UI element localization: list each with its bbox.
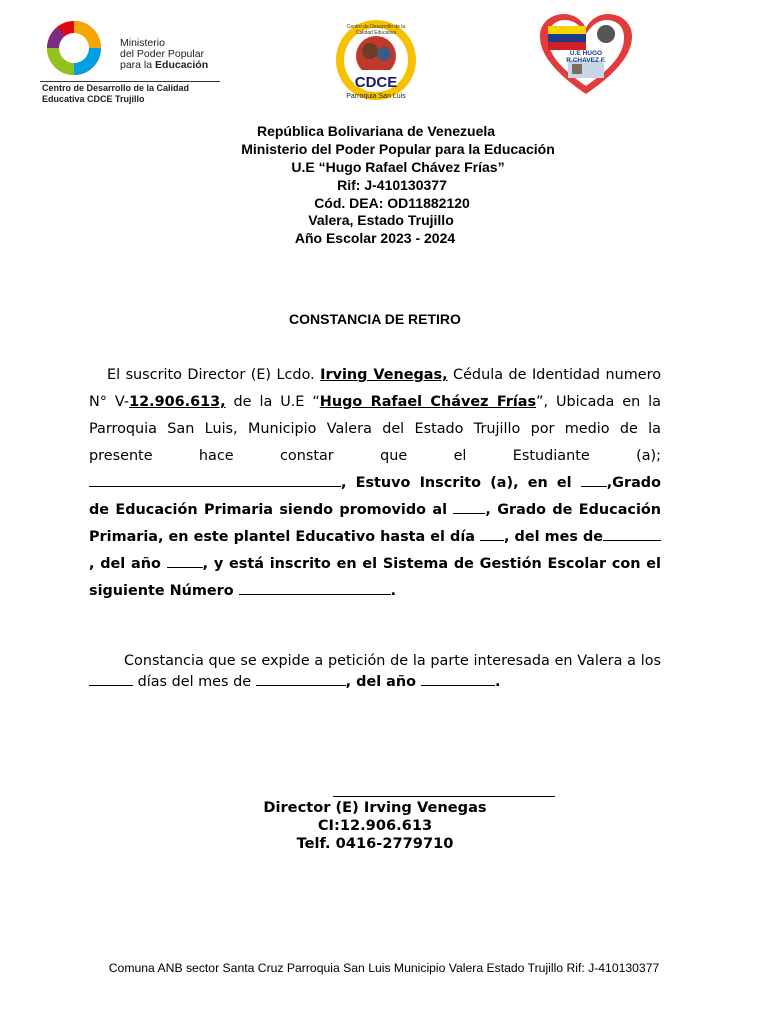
ministerio-sub2: Educativa CDCE Trujillo xyxy=(42,93,145,104)
body-text: Cédula de Identidad numero N° V- xyxy=(89,367,662,410)
cdce-acronym: CDCE xyxy=(354,74,398,91)
cdce-logo xyxy=(330,18,422,104)
ue-banner: U.E HUGO R.CHAVEZ F. xyxy=(566,50,606,64)
body-text: , Estuvo Inscrito (a), en el xyxy=(341,475,581,491)
cdce-arc-text: Centro de Desarrollo de la Calidad Educativa xyxy=(346,24,406,36)
ministerio-sub1: Centro de Desarrollo de la Calidad xyxy=(42,83,190,93)
school-name: Hugo Rafael Chávez Frías xyxy=(319,394,537,410)
header-school: U.E “Hugo Rafael Chávez Frías” xyxy=(291,159,505,175)
closing-text: Constancia que se expide a petición de la parte interesada en Valera a los xyxy=(124,653,661,669)
ministerio-line2: del Poder Popular xyxy=(120,48,205,60)
header-location: Valera, Estado Trujillo xyxy=(308,212,454,228)
promoted-grade-field[interactable] xyxy=(453,499,485,514)
director-name: Irving Venegas, xyxy=(320,367,448,383)
ministerio-line1: Ministerio xyxy=(120,37,165,49)
body-text: de la U.E “ xyxy=(225,394,320,410)
body-text: , Grado de Educación Primaria, en este plantel Educativo hasta el día xyxy=(89,502,662,545)
ministerio-logo xyxy=(38,18,223,106)
body-paragraph xyxy=(89,362,661,605)
student-name-field[interactable] xyxy=(89,472,341,487)
body-text: ,Grado de Educación Primaria siendo promovido al xyxy=(89,475,661,518)
director-ci: 12.906.613, xyxy=(129,394,226,410)
closing-month-field[interactable] xyxy=(256,671,346,686)
ministerio-line3-bold: Educación xyxy=(155,59,209,71)
header-school-year: Año Escolar 2023 - 2024 xyxy=(294,230,456,246)
cdce-location: Parroquia San Luis xyxy=(346,93,406,100)
ue-logo xyxy=(538,12,634,96)
closing-paragraph xyxy=(89,652,661,692)
body-text: , del año xyxy=(89,556,167,572)
body-text: . xyxy=(390,583,397,599)
day-field[interactable] xyxy=(480,526,504,541)
document-title: CONSTANCIA DE RETIRO xyxy=(289,311,461,327)
body-text: ”, Ubicada en la Parroquia San Luis, Municipio Valera del Estado Trujillo por medio de la presente hace constar que el Estudiante (a); xyxy=(89,394,661,464)
header-dea: Cód. DEA: OD11882120 xyxy=(314,195,470,211)
closing-days-field[interactable] xyxy=(89,671,133,686)
ministerio-line3: para la xyxy=(120,59,156,71)
closing-year-field[interactable] xyxy=(421,671,495,686)
footer-address: Comuna ANB sector Santa Cruz Parroquia San Luis Municipio Valera Estado Trujillo Rif: J-410130377 xyxy=(108,961,660,975)
signature-line xyxy=(333,796,555,797)
signature-name: Director (E) Irving Venegas xyxy=(263,799,487,816)
header-republic: República Bolivariana de Venezuela xyxy=(256,123,496,139)
header-rif: Rif: J-410130377 xyxy=(337,177,447,193)
closing-text: días del mes de xyxy=(133,674,256,690)
body-text: , y está inscrito en el Sistema de Gestión Escolar con el siguiente Número xyxy=(89,556,661,599)
signature-ci: CI:12.906.613 xyxy=(317,817,433,834)
school-number-field[interactable] xyxy=(239,580,391,595)
closing-text: , del año xyxy=(345,674,422,690)
month-field[interactable] xyxy=(603,526,661,541)
body-text: El suscrito Director (E) Lcdo. xyxy=(107,367,321,383)
signature-phone: Telf. 0416-2779710 xyxy=(296,835,454,852)
grade-field[interactable] xyxy=(581,472,607,487)
body-text: , del mes de xyxy=(504,529,604,545)
header-ministry: Ministerio del Poder Popular para la Educación xyxy=(241,141,555,157)
year-field[interactable] xyxy=(167,553,203,568)
closing-text: . xyxy=(495,674,501,690)
